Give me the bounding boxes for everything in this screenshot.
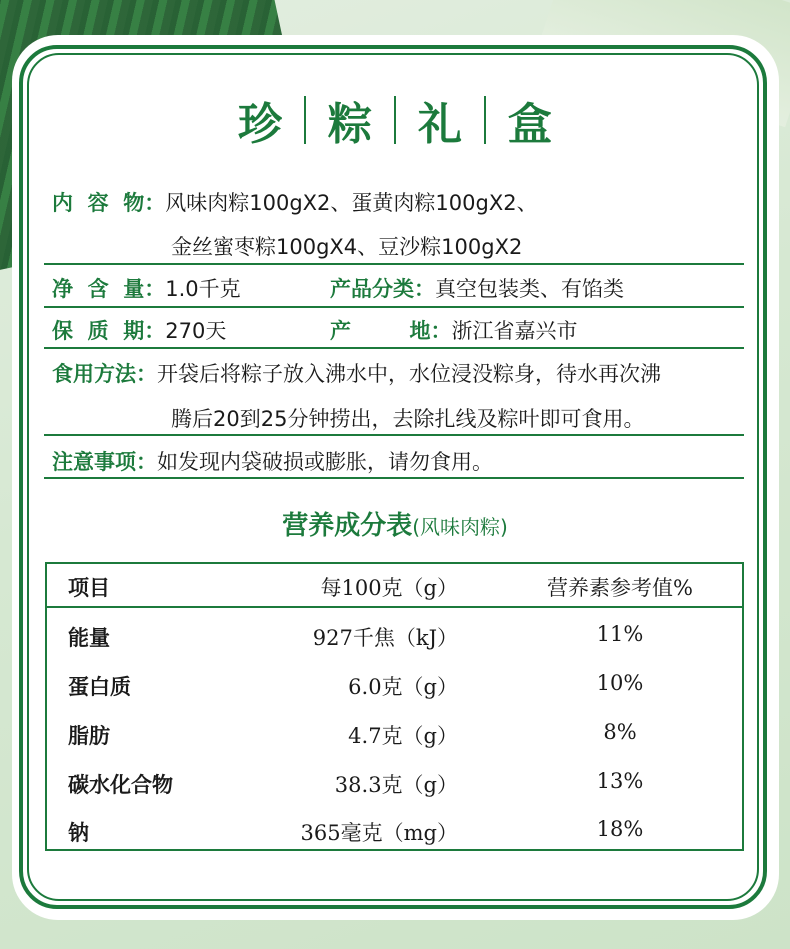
- table-cell-item: 能量: [68, 626, 110, 650]
- title-char: 礼: [418, 99, 462, 150]
- table-cell-nrv: 10%: [596, 671, 644, 695]
- table-cell-item: 钠: [68, 821, 89, 845]
- table-cell-amount: 38.3克（g）: [334, 773, 458, 797]
- table-cell-item: 碳水化合物: [68, 773, 173, 797]
- contents-line2: 金丝蜜枣粽100gX4、豆沙粽100gX2: [171, 235, 523, 259]
- notice-row: [52, 446, 493, 476]
- table-cell-nrv: 18%: [596, 817, 644, 841]
- table-cell-amount: 6.0克（g）: [348, 675, 458, 699]
- category-row: [330, 273, 624, 303]
- category-value: 真空包装类、有馅类: [435, 277, 624, 301]
- table-cell-amount: 365毫克（mg）: [300, 821, 458, 845]
- method-line1: 开袋后将粽子放入沸水中，水位浸没粽身，待水再次沸: [157, 362, 661, 386]
- table-cell-nrv: 8%: [603, 720, 637, 744]
- divider: [44, 306, 744, 308]
- table-cell-amount: 927千焦（kJ）: [312, 626, 458, 650]
- method-line2: 腾后20到25分钟捞出，去除扎线及粽叶即可食用。: [171, 407, 645, 431]
- divider: [44, 263, 744, 265]
- contents-line1: 风味肉粽100gX2、蛋黄肉粽100gX2、: [165, 191, 538, 215]
- method-label: 食用方法：: [52, 362, 157, 386]
- nutrition-subtitle: (风味肉粽): [412, 515, 508, 539]
- net-weight-value: 1.0千克: [165, 277, 241, 301]
- nutrition-title: [0, 505, 790, 542]
- table-cell-nrv: 13%: [596, 769, 644, 793]
- net-weight-label: 净 含 量：: [52, 277, 166, 301]
- divider: [44, 347, 744, 349]
- shelf-life-label: 保 质 期：: [52, 319, 166, 343]
- origin-row: [330, 315, 578, 345]
- contents-row: [52, 187, 538, 217]
- title-char: 珍: [238, 99, 282, 150]
- divider: [44, 434, 744, 436]
- origin-label: 产 地：: [330, 319, 452, 343]
- table-cell-item: 蛋白质: [68, 675, 131, 699]
- origin-value: 浙江省嘉兴市: [451, 319, 578, 343]
- table-cell-item: 脂肪: [68, 724, 110, 748]
- table-cell-nrv: 11%: [596, 622, 644, 646]
- method-row: [52, 358, 661, 388]
- shelf-life-row: [52, 315, 226, 345]
- notice-value: 如发现内袋破损或膨胀，请勿食用。: [157, 450, 493, 474]
- shelf-life-value: 270天: [165, 319, 227, 343]
- divider: [44, 477, 744, 479]
- title-char: 盒: [508, 99, 552, 150]
- table-header-per100g: 每100克（g）: [320, 576, 458, 600]
- table-header-divider: [45, 606, 744, 608]
- notice-label: 注意事项：: [52, 450, 157, 474]
- contents-label: 内 容 物：: [52, 191, 166, 215]
- table-cell-amount: 4.7克（g）: [348, 724, 458, 748]
- page-title: [0, 90, 790, 150]
- title-char: 粽: [328, 99, 372, 150]
- category-label: 产品分类：: [330, 277, 435, 301]
- nutrition-title-text: 营养成分表: [282, 511, 413, 541]
- table-header-item: 项目: [68, 576, 110, 600]
- net-weight-row: [52, 273, 241, 303]
- table-header-nrv: 营养素参考值%: [547, 576, 693, 600]
